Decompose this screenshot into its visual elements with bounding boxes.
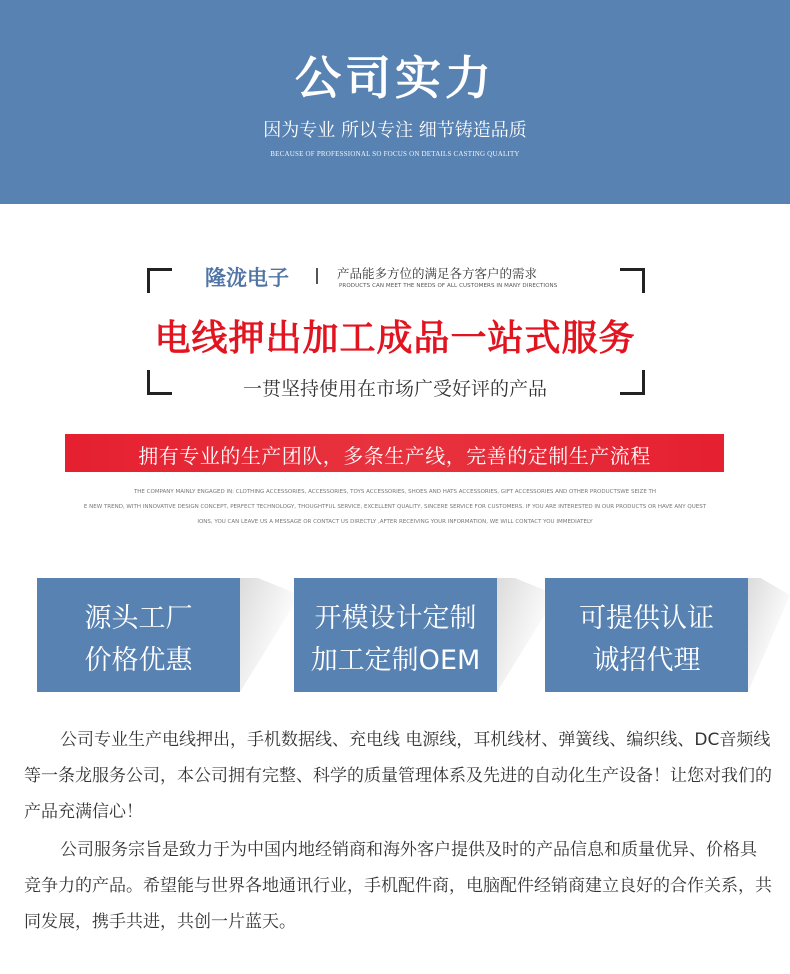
corner-bracket-top-left [147, 268, 172, 293]
english-paragraph-line-3: IONS, YOU CAN LEAVE US A MESSAGE OR CONTACT US DIRECTLY ,AFTER RECEIVING YOUR INFORMATION, WE WILL CONTACT YOU IMMEDIATELY [197, 519, 593, 525]
feature-box-certification [545, 578, 748, 692]
header-subtitle: 因为专业 所以专注 细节铸造品质 [263, 120, 527, 141]
feature-shadow [748, 578, 790, 692]
feature-line-1: 开模设计定制 [314, 603, 477, 634]
corner-bracket-top-right [620, 268, 645, 293]
english-paragraph-line-1: THE COMPANY MAINLY ENGAGED IN: CLOTHING ACCESSORIES, ACCESSORIES, TOYS ACCESSORIES, SHOES AND HATS ACCESSORIES, GIFT ACCESSORIES AND OTHER PRODUCTSWE SEIZE TH [133, 489, 657, 495]
feature-box-factory [37, 578, 240, 692]
header-banner [0, 0, 790, 204]
feature-line-1: 源头工厂 [84, 603, 193, 634]
feature-line-2: 诚招代理 [592, 645, 701, 676]
brand-tagline: 产品能多方位的满足各方客户的需求 [337, 266, 538, 281]
company-paragraph-1: 公司专业生产电线押出，手机数据线、充电线 电源线，耳机线材、弹簧线、编织线、DC音频线等一条龙服务公司，本公司拥有完整、科学的质量管理体系及先进的自动化生产设备！让您对我们的产品充满信心！ [24, 730, 772, 822]
english-paragraph-line-2: E NEW TREND, WITH INNOVATIVE DESIGN CONCEPT, PERFECT TECHNOLOGY, THOUGHTFUL SERVICE, EXCELLENT QUALITY, SINCERE SERVICE FOR CUSTOMERS. IF YOU ARE INTERESTED IN OUR PRODUCTS OR HAVE ANY QUEST [83, 504, 707, 510]
red-banner [65, 434, 724, 472]
header-subtitle-english: BECAUSE OF PROFESSIONAL SO FOCUS ON DETAILS CASTING QUALITY [270, 150, 520, 158]
brand-name: 隆泷电子 [205, 266, 289, 290]
feature-box-custom [294, 578, 497, 692]
service-subheadline: 一贯坚持使用在市场广受好评的产品 [242, 378, 547, 400]
company-paragraph-2: 公司服务宗旨是致力于为中国内地经销商和海外客户提供及时的产品信息和质量优异、价格具竞争力的产品。希望能与世界各地通讯行业，手机配件商，电脑配件经销商建立良好的合作关系，共同发展，携手共进，共创一片蓝天。 [24, 840, 772, 932]
page-title: 公司实力 [295, 51, 495, 105]
feature-line-2: 价格优惠 [84, 645, 193, 676]
brand-divider [316, 268, 318, 284]
banner-text: 拥有专业的生产团队，多条生产线，完善的定制生产流程 [138, 444, 651, 468]
brand-tagline-english: PRODUCTS CAN MEET THE NEEDS OF ALL CUSTOMERS IN MANY DIRECTIONS [339, 283, 558, 289]
feature-line-2: 加工定制OEM [310, 645, 481, 676]
feature-shadow [240, 578, 300, 692]
feature-line-1: 可提供认证 [579, 603, 714, 634]
service-headline: 电线押出加工成品一站式服务 [154, 318, 636, 359]
